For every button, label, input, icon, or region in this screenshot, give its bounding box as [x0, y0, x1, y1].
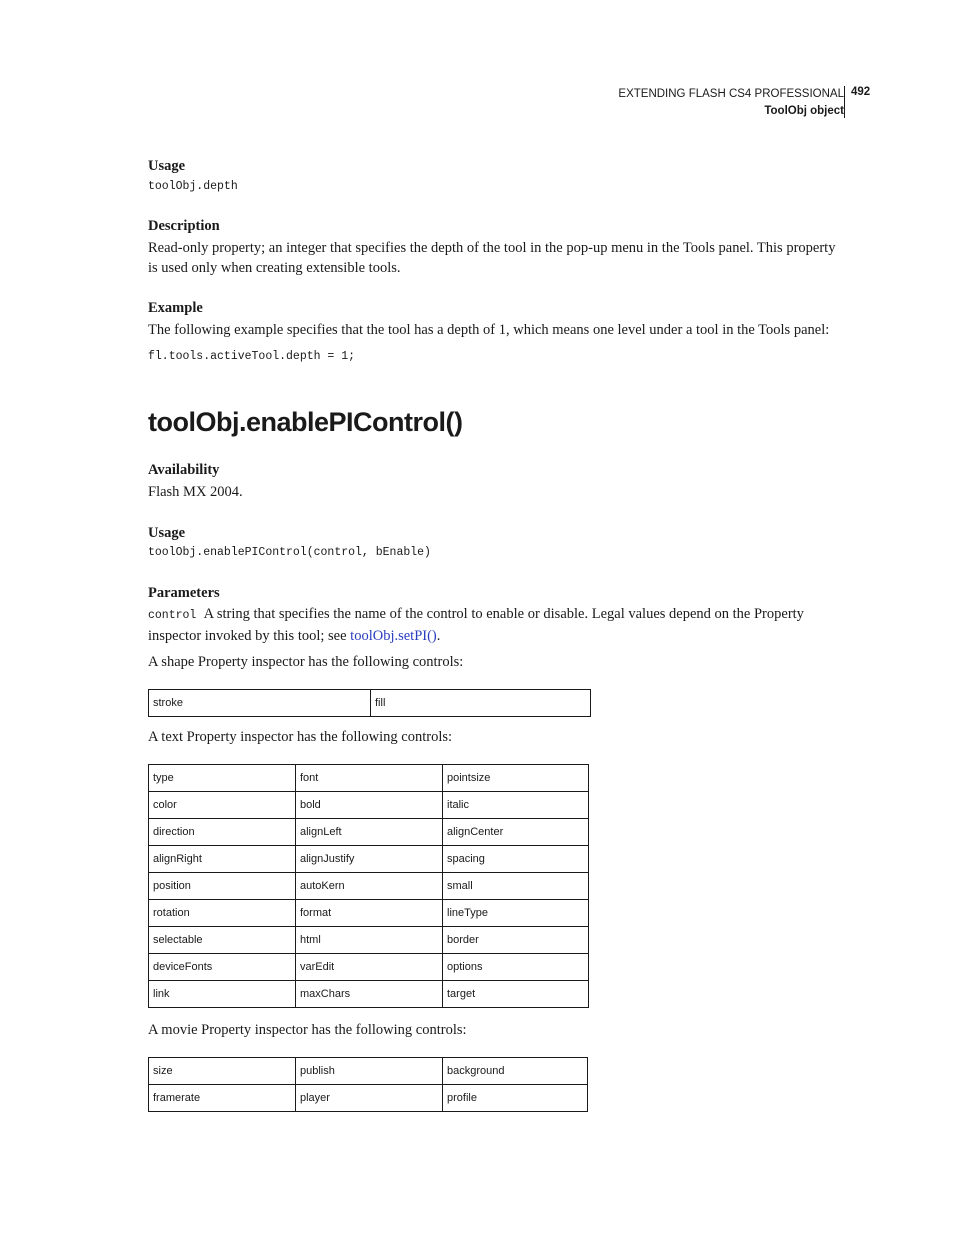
table-cell: alignCenter: [443, 819, 589, 846]
usage-heading: Usage: [148, 158, 186, 174]
shape-intro: A shape Property inspector has the following controls:: [148, 654, 464, 670]
example-heading: Example: [148, 300, 203, 316]
example-code: fl.tools.activeTool.depth = 1;: [148, 350, 356, 363]
description-heading: Description: [148, 218, 220, 234]
table-cell: alignRight: [149, 846, 296, 873]
table-cell: publish: [296, 1058, 443, 1085]
table-row: [149, 1058, 588, 1085]
movie-controls-table: [148, 1057, 588, 1112]
table-row: [149, 690, 591, 717]
table-cell: lineType: [443, 900, 589, 927]
table-cell: font: [296, 765, 443, 792]
movie-intro: A movie Property inspector has the following controls:: [148, 1022, 467, 1038]
table-row: [149, 981, 589, 1008]
table-cell: alignJustify: [296, 846, 443, 873]
table-cell: html: [296, 927, 443, 954]
shape-controls-table: [148, 689, 591, 717]
table-row: [149, 900, 589, 927]
table-cell: format: [296, 900, 443, 927]
param-name: control: [148, 609, 197, 622]
table-cell: maxChars: [296, 981, 443, 1008]
section-title: ToolObj object: [764, 105, 844, 117]
text-controls-table: [148, 764, 589, 1008]
table-cell: stroke: [149, 690, 371, 717]
table-cell: options: [443, 954, 589, 981]
table-cell: italic: [443, 792, 589, 819]
table-cell: autoKern: [296, 873, 443, 900]
table-cell: background: [443, 1058, 588, 1085]
table-cell: fill: [371, 690, 591, 717]
usage-code-2: toolObj.enablePIControl(control, bEnable): [148, 546, 431, 559]
parameter-description: [148, 604, 848, 646]
table-cell: target: [443, 981, 589, 1008]
setpi-link[interactable]: toolObj.setPI(): [350, 628, 437, 644]
table-row: [149, 819, 589, 846]
running-header: [618, 86, 844, 120]
table-cell: spacing: [443, 846, 589, 873]
table-row: [149, 846, 589, 873]
table-cell: profile: [443, 1085, 588, 1112]
table-cell: position: [149, 873, 296, 900]
table-cell: player: [296, 1085, 443, 1112]
header-divider: [844, 86, 845, 118]
text-intro: A text Property inspector has the following controls:: [148, 729, 453, 745]
table-row: [149, 927, 589, 954]
table-row: [149, 954, 589, 981]
table-cell: framerate: [149, 1085, 296, 1112]
table-cell: alignLeft: [296, 819, 443, 846]
table-cell: color: [149, 792, 296, 819]
usage-code: toolObj.depth: [148, 180, 238, 193]
method-title: toolObj.enablePIControl(): [148, 407, 463, 437]
parameters-heading: Parameters: [148, 585, 220, 601]
table-row: [149, 765, 589, 792]
table-row: [149, 1085, 588, 1112]
availability-heading: Availability: [148, 462, 220, 478]
table-cell: deviceFonts: [149, 954, 296, 981]
usage-heading-2: Usage: [148, 525, 186, 541]
page-number: 492: [851, 86, 871, 98]
table-cell: rotation: [149, 900, 296, 927]
table-cell: selectable: [149, 927, 296, 954]
table-cell: border: [443, 927, 589, 954]
table-cell: varEdit: [296, 954, 443, 981]
table-cell: type: [149, 765, 296, 792]
table-cell: size: [149, 1058, 296, 1085]
table-cell: bold: [296, 792, 443, 819]
param-end: .: [436, 628, 441, 644]
table-row: [149, 792, 589, 819]
example-text: The following example specifies that the tool has a depth of 1, which means one level under a tool in the Tools panel:: [148, 322, 830, 338]
table-cell: small: [443, 873, 589, 900]
table-cell: direction: [149, 819, 296, 846]
param-text: A string that specifies the name of the control to enable or disable. Legal values depend on the Property inspector invoked by this tool; see: [148, 606, 804, 644]
book-title: EXTENDING FLASH CS4 PROFESSIONAL: [618, 88, 844, 100]
table-row: [149, 873, 589, 900]
availability-text: Flash MX 2004.: [148, 484, 243, 500]
table-cell: pointsize: [443, 765, 589, 792]
description-text: Read-only property; an integer that specifies the depth of the tool in the pop-up menu in the Tools panel. This property is used only when creating extensible tools.: [148, 240, 836, 276]
table-cell: link: [149, 981, 296, 1008]
